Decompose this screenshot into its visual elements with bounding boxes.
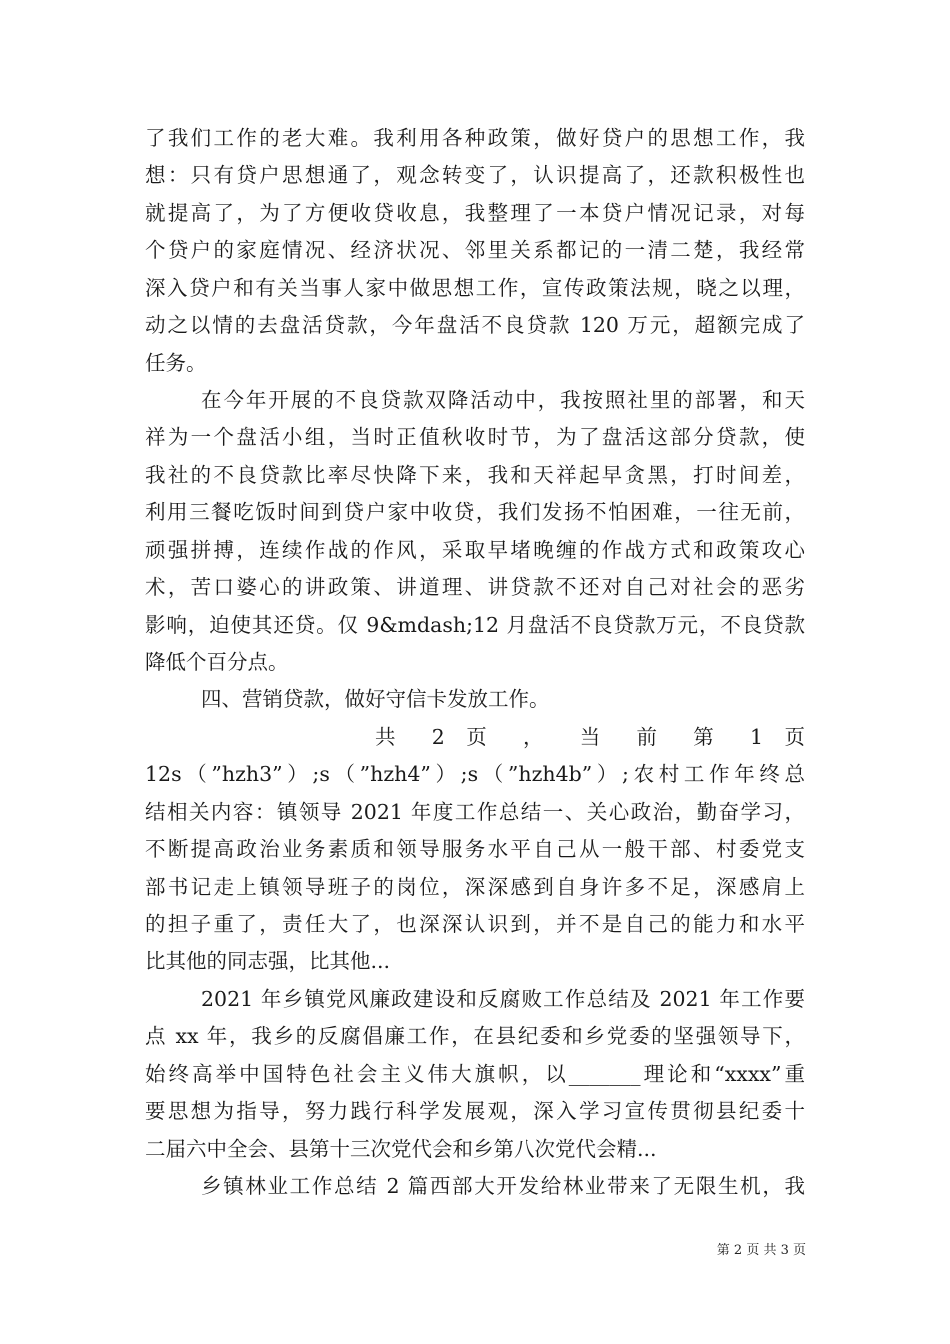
text-line: 利用三餐吃饭时间到贷户家中收贷，我们发扬不怕困难，一往无前， (145, 500, 805, 524)
text-line: 的担子重了，责任大了，也深深认识到，并不是自己的能力和水平 (145, 912, 805, 936)
text-line: 了我们工作的老大难。我利用各种政策，做好贷户的思想工作，我 (145, 126, 805, 150)
text-line: 部书记走上镇领导班子的岗位，深深感到自身许多不足，深感肩上 (145, 875, 805, 899)
text-line: 比其他的同志强，比其他... (145, 949, 391, 973)
page-footer: 第 2 页 共 3 页 (716, 1243, 806, 1258)
section-heading: 四、营销贷款，做好守信卡发放工作。 (201, 687, 550, 711)
text-line: 我社的不良贷款比率尽快降下来，我和天祥起早贪黑，打时间差， (145, 463, 805, 487)
text-line: 术，苦口婆心的讲政策、讲道理、讲贷款不还对自己对社会的恶劣 (145, 575, 805, 599)
paragraph-first-line: 乡镇林业工作总结 2 篇西部大开发给林业带来了无限生机，我 (201, 1174, 805, 1198)
text-line: 动之以情的去盘活贷款，今年盘活不良贷款 120 万元，超额完成了 (145, 313, 805, 337)
text-line: 祥为一个盘活小组，当时正值秋收时节，为了盘活这部分贷款，使 (145, 425, 805, 449)
text-line: 影响，迫使其还贷。仅 9&mdash;12 月盘活不良贷款万元，不良贷款 (145, 613, 805, 637)
page-count-line: 共 2 页 ， 当 前 第 1 页 (375, 725, 805, 749)
text-line: 顽强拼搏，连续作战的作风，采取早堵晚缠的作战方式和政策攻心 (145, 538, 805, 562)
text-line: 点 xx 年，我乡的反腐倡廉工作，在县纪委和乡党委的坚强领导下， (145, 1024, 805, 1048)
text-line: 降低个百分点。 (145, 650, 289, 674)
text-line: 任务。 (145, 351, 207, 375)
paragraph-first-line: 2021 年乡镇党风廉政建设和反腐败工作总结及 2021 年工作要 (201, 987, 805, 1011)
text-line: 始终高举中国特色社会主义伟大旗帜，以_______理论和“xxxx”重 (145, 1062, 805, 1086)
text-line: 结相关内容：镇领导 2021 年度工作总结一、关心政治，勤奋学习， (145, 800, 805, 824)
text-line: 不断提高政治业务素质和领导服务水平自己从一般干部、村委党支 (145, 837, 805, 861)
text-line: 就提高了，为了方便收贷收息，我整理了一本贷户情况记录，对每 (145, 201, 805, 225)
text-line: 想：只有贷户思想通了，观念转变了，认识提高了，还款积极性也 (145, 163, 805, 187)
text-line: 12s（”hzh3”）;s（”hzh4”）;s（”hzh4b”）;农村工作年终总 (145, 762, 805, 786)
paragraph-first-line: 在今年开展的不良贷款双降活动中，我按照社里的部署，和天 (201, 388, 805, 412)
text-line: 深入贷户和有关当事人家中做思想工作，宣传政策法规，晓之以理， (145, 276, 805, 300)
text-line: 二届六中全会、县第十三次党代会和乡第八次党代会精... (145, 1137, 657, 1161)
text-line: 要思想为指导，努力践行科学发展观，深入学习宣传贯彻县纪委十 (145, 1099, 805, 1123)
text-line: 个贷户的家庭情况、经济状况、邻里关系都记的一清二楚，我经常 (145, 238, 805, 262)
